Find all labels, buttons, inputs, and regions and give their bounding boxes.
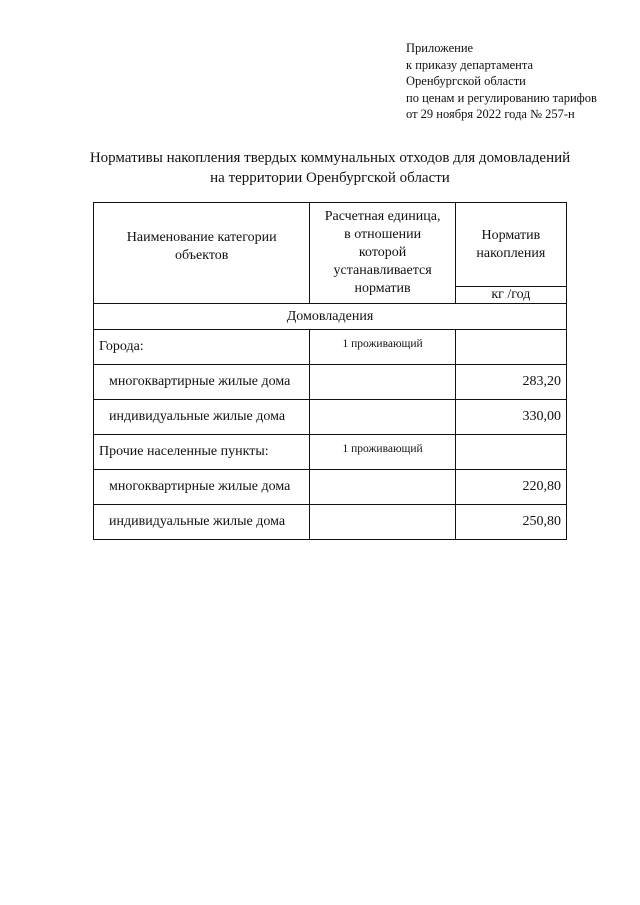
table-header-row	[94, 203, 567, 287]
row-value: 330,00	[455, 400, 566, 435]
header-norm-line: Норматив	[481, 227, 541, 243]
header-norm-unit: кг /год	[455, 287, 566, 304]
header-unit-line: в отношении	[344, 227, 422, 242]
appendix-line: по ценам и регулированию тарифов	[406, 90, 597, 105]
header-unit	[310, 203, 455, 304]
table-row	[94, 435, 567, 470]
row-name: индивидуальные жилые дома	[94, 505, 310, 540]
norms-table	[93, 202, 567, 540]
header-unit-line: которой	[358, 245, 407, 260]
table-row	[94, 330, 567, 365]
row-unit: 1 проживающий	[310, 435, 455, 470]
appendix-line: к приказу департамента	[406, 57, 534, 72]
header-norm-line: накопления	[476, 245, 546, 261]
row-value: 220,80	[455, 470, 566, 505]
table-row	[94, 470, 567, 505]
row-value: 283,20	[455, 365, 566, 400]
row-unit	[310, 470, 455, 505]
appendix-block	[406, 40, 634, 123]
row-value	[455, 330, 566, 365]
header-category-line: объектов	[175, 248, 229, 263]
title-line-2: на территории Оренбургской области	[210, 170, 450, 186]
row-name: многоквартирные жилые дома	[94, 470, 310, 505]
header-unit-line: норматив	[354, 281, 411, 296]
row-name: многоквартирные жилые дома	[94, 365, 310, 400]
section-row	[94, 304, 567, 330]
row-unit: 1 проживающий	[310, 330, 455, 365]
title-line-1: Нормативы накопления твердых коммунальных отходов для домовладений	[89, 150, 571, 166]
row-name: Города:	[94, 330, 310, 365]
row-name: индивидуальные жилые дома	[94, 400, 310, 435]
header-unit-line: Расчетная единица,	[324, 209, 441, 224]
row-value	[455, 435, 566, 470]
row-name: Прочие населенные пункты:	[94, 435, 310, 470]
section-title: Домовладения	[94, 304, 567, 330]
header-category	[94, 203, 310, 304]
table-row	[94, 505, 567, 540]
appendix-line: Оренбургской области	[406, 74, 526, 88]
header-unit-line: устанавливается	[333, 263, 432, 278]
appendix-line: Приложение	[406, 41, 474, 55]
table-row	[94, 365, 567, 400]
row-unit	[310, 505, 455, 540]
row-value: 250,80	[455, 505, 566, 540]
header-category-line: Наименование категории	[126, 230, 277, 245]
table-row	[94, 400, 567, 435]
document-title	[60, 148, 600, 188]
appendix-line: от 29 ноября 2022 года № 257-н	[406, 107, 575, 121]
row-unit	[310, 400, 455, 435]
header-norm	[455, 203, 566, 287]
row-unit	[310, 365, 455, 400]
